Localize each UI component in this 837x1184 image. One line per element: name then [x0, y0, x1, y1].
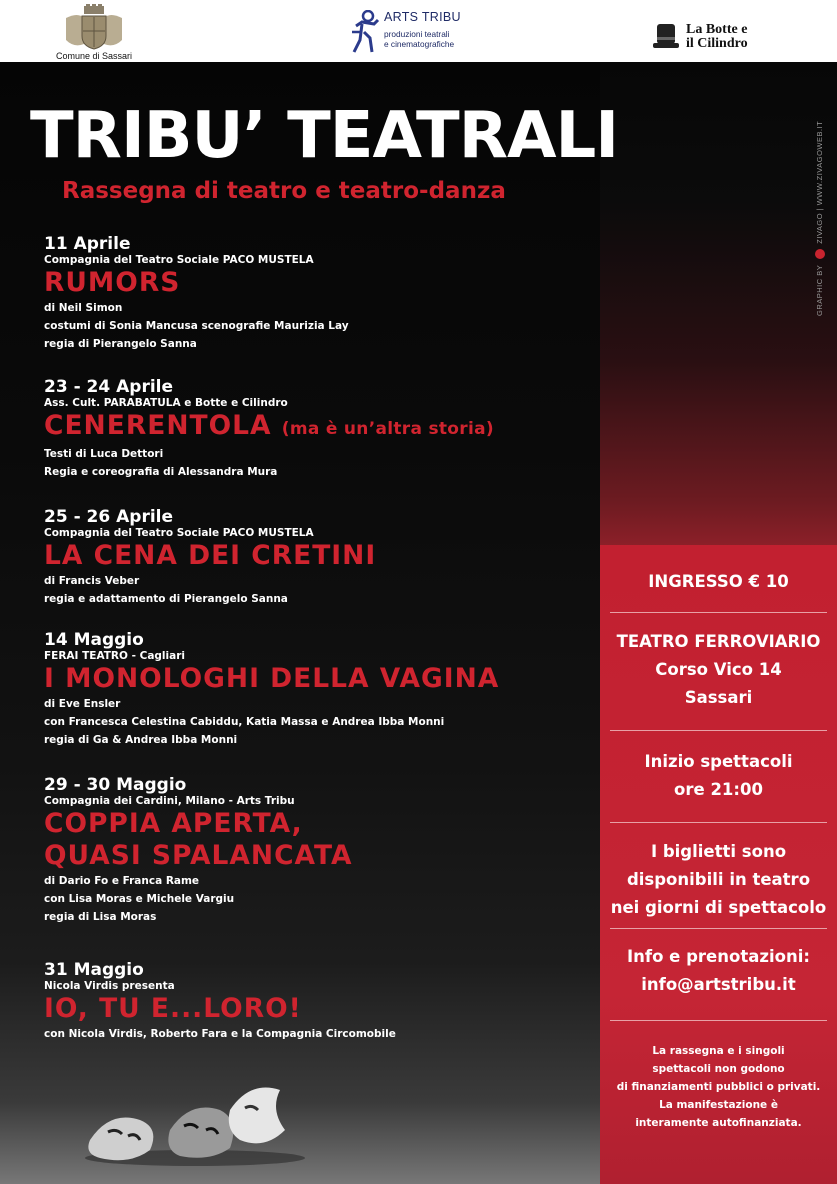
graphic-credit-brand: ZIVAGO	[815, 212, 824, 244]
arts-tribu-logo	[350, 10, 461, 58]
event-show-title-line-1: COPPIA APERTA,	[44, 808, 303, 839]
event-date: 14 Maggio	[44, 630, 144, 650]
event-show-title: I MONOLOGHI DELLA VAGINA	[44, 663, 500, 694]
info-divider	[610, 612, 827, 613]
info-divider	[610, 1020, 827, 1021]
event-company: Compagnia del Teatro Sociale PACO MUSTELA	[44, 527, 314, 539]
event-date: 29 - 30 Maggio	[44, 775, 187, 795]
event-company: FERAI TEATRO - Cagliari	[44, 650, 185, 662]
event-date: 23 - 24 Aprile	[44, 377, 174, 397]
event-date: 25 - 26 Aprile	[44, 507, 174, 527]
theatre-masks-icon	[80, 1070, 310, 1170]
tickets-line: nei giorni di spettacolo	[610, 898, 827, 917]
event-credit: di Dario Fo e Franca Rame	[44, 875, 200, 887]
venue-name: TEATRO FERROVIARIO	[616, 632, 821, 651]
event-date: 11 Aprile	[44, 234, 131, 254]
event-show-title	[44, 410, 494, 445]
arts-tribu-figure-icon	[350, 10, 380, 54]
la-botte-e-il-cilindro-logo	[652, 22, 748, 54]
event-show-title: RUMORS	[44, 267, 181, 298]
event-credit: Testi di Luca Dettori	[44, 448, 164, 460]
top-hat-icon	[652, 22, 680, 50]
event-date: 31 Maggio	[44, 960, 144, 980]
event-show-aside: (ma è un’altra storia)	[281, 419, 494, 439]
arts-tribu-subtitle-2: e cinematografiche	[384, 39, 455, 49]
event-show-title: IO, TU E...LORO!	[44, 993, 302, 1024]
event-credit: regia e adattamento di Pierangelo Sanna	[44, 593, 288, 605]
event-company: Nicola Virdis presenta	[44, 980, 175, 992]
event-credit: con Lisa Moras e Michele Vargiu	[44, 893, 235, 905]
event-company: Compagnia dei Cardini, Milano - Arts Tribu	[44, 795, 295, 807]
arts-tribu-subtitle-1: produzioni teatrali	[384, 29, 450, 39]
graphic-credit-post: | WWW.ZIVAGOWEB.IT	[815, 120, 824, 211]
event-credit: Regia e coreografia di Alessandra Mura	[44, 466, 278, 478]
event-coppia-aperta	[44, 775, 353, 926]
tickets-line: I biglietti sono	[650, 842, 787, 861]
ingresso-price: INGRESSO € 10	[648, 572, 789, 591]
ingresso-block	[600, 568, 837, 596]
comune-caption: Comune di Sassari	[55, 51, 133, 61]
event-credit: costumi di Sonia Mancusa scenografie Maurizia Lay	[44, 320, 349, 332]
venue-address: Corso Vico 14	[655, 660, 782, 679]
event-io-tu-e-loro	[44, 960, 396, 1043]
event-i-monologhi-della-vagina	[44, 630, 499, 749]
event-show-main: CENERENTOLA	[44, 410, 272, 441]
event-credit: con Francesca Celestina Cabiddu, Katia Massa e Andrea Ibba Monni	[44, 716, 445, 728]
info-divider	[610, 822, 827, 823]
event-show-title: LA CENA DEI CRETINI	[44, 540, 377, 571]
funding-note-line: La manifestazione è	[659, 1099, 778, 1111]
funding-note	[600, 1042, 837, 1132]
graphic-credit-pre: GRAPHIC BY	[815, 264, 824, 316]
start-time-label: Inizio spettacoli	[644, 752, 793, 771]
event-show-title-line-2: QUASI SPALANCATA	[44, 840, 353, 871]
venue-block	[600, 628, 837, 712]
start-time-value: ore 21:00	[674, 780, 763, 799]
funding-note-line: La rassegna e i singoli	[652, 1045, 785, 1057]
arts-tribu-name: ARTS TRIBU	[384, 10, 461, 24]
start-time-block	[600, 748, 837, 804]
poster-subtitle: Rassegna di teatro e teatro-danza	[62, 178, 506, 204]
event-credit: con Nicola Virdis, Roberto Fara e la Compagnia Circomobile	[44, 1028, 396, 1040]
event-rumors	[44, 234, 349, 353]
funding-note-line: di finanziamenti pubblici o privati.	[616, 1081, 821, 1093]
booking-label: Info e prenotazioni:	[627, 947, 810, 966]
botte-line-1: La Botte e	[686, 22, 748, 37]
event-credit: regia di Ga & Andrea Ibba Monni	[44, 734, 238, 746]
event-company: Compagnia del Teatro Sociale PACO MUSTELA	[44, 254, 314, 266]
graphic-credit	[815, 121, 825, 316]
event-credit: di Neil Simon	[44, 302, 123, 314]
event-company: Ass. Cult. PARABATULA e Botte e Cilindro	[44, 397, 288, 409]
venue-city: Sassari	[684, 688, 753, 707]
botte-line-2: il Cilindro	[686, 36, 748, 51]
info-divider	[610, 730, 827, 731]
red-glow-backdrop	[600, 62, 837, 622]
event-credit: regia di Pierangelo Sanna	[44, 338, 197, 350]
booking-email[interactable]: info@artstribu.it	[641, 975, 796, 994]
event-credit: di Francis Veber	[44, 575, 140, 587]
coat-of-arms-icon	[62, 4, 126, 50]
event-credit: di Eve Ensler	[44, 698, 121, 710]
zivago-icon	[815, 249, 825, 259]
event-cenerentola	[44, 377, 494, 481]
info-divider	[610, 928, 827, 929]
tickets-line: disponibili in teatro	[626, 870, 811, 889]
event-la-cena-dei-cretini	[44, 507, 376, 608]
funding-note-line: interamente autofinanziata.	[635, 1117, 802, 1129]
funding-note-line: spettacoli non godono	[652, 1063, 785, 1075]
logo-header	[0, 0, 837, 62]
event-credit: regia di Lisa Moras	[44, 911, 157, 923]
tickets-block	[600, 838, 837, 922]
booking-block	[600, 943, 837, 999]
poster-title: TRIBU’ TEATRALI	[30, 99, 619, 173]
comune-di-sassari-logo	[52, 4, 136, 61]
